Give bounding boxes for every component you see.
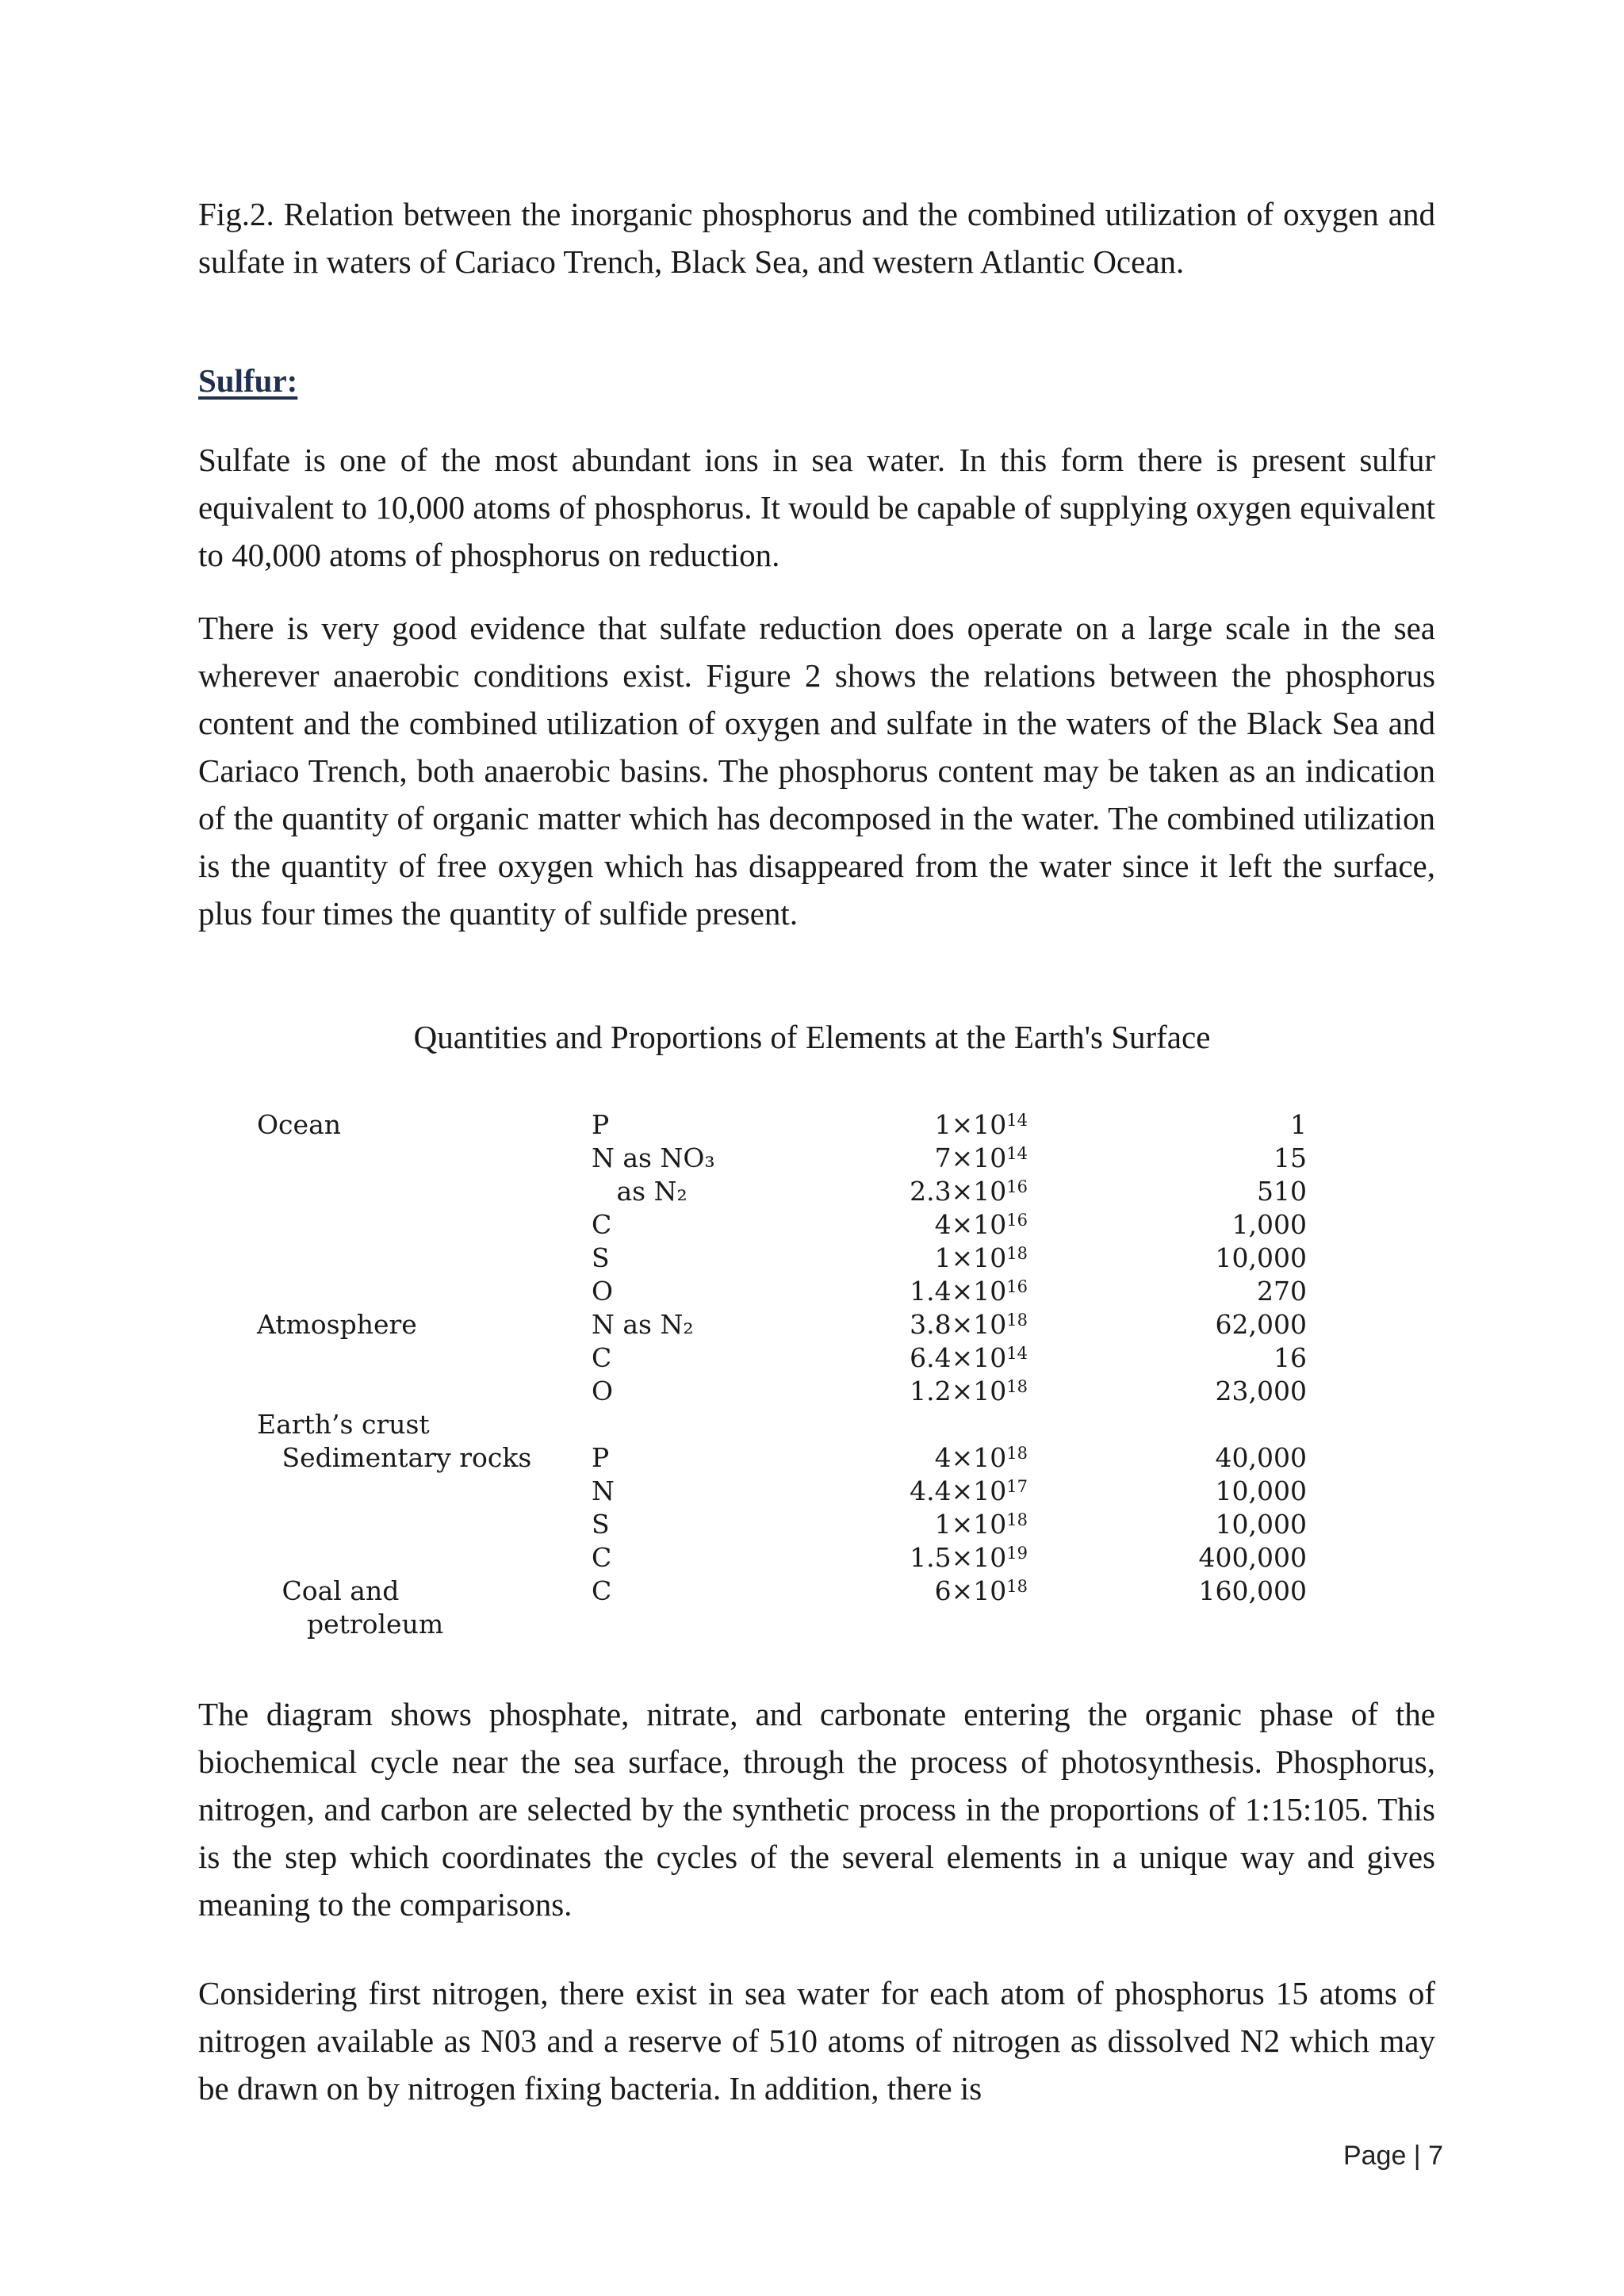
quantity-mantissa: 2.3×10 [910, 1176, 1007, 1207]
quantity-cell [728, 1375, 1028, 1411]
element-cell: C [592, 1209, 612, 1240]
quantity-exponent: 18 [1006, 1311, 1028, 1330]
ratio-cell: 10,000 [1215, 1475, 1307, 1506]
quantity-exponent: 16 [1006, 1211, 1028, 1230]
paragraph-nitrogen: Considering first nitrogen, there exist in sea water for each atom of phosphorus 15 atoms of nitrogen available as N03 and a reserve of 510 atoms of nitrogen as dissolved N2 which may be drawn on by nitrogen fixing bacteria. In addition, there is [198, 1975, 1435, 2107]
quantity-cell [728, 1508, 1028, 1544]
quantity-exponent: 19 [1006, 1544, 1028, 1563]
element-cell: O [592, 1276, 614, 1307]
ratio-cell: 23,000 [1215, 1376, 1307, 1406]
quantity-cell [728, 1242, 1028, 1278]
quantity-mantissa: 4×10 [934, 1442, 1007, 1473]
element-cell: as N₂ [592, 1176, 688, 1207]
element-cell: O [592, 1376, 614, 1406]
quantity-mantissa: 1×10 [934, 1242, 1007, 1273]
quantity-exponent: 18 [1006, 1510, 1028, 1529]
element-cell: C [592, 1542, 612, 1573]
quantity-exponent: 14 [1006, 1111, 1028, 1130]
category-cell: petroleum [257, 1609, 444, 1640]
elements-table [252, 1108, 1307, 1641]
quantity-cell [728, 1441, 1028, 1478]
ratio-cell: 160,000 [1198, 1575, 1307, 1606]
element-cell: S [592, 1242, 610, 1273]
section-heading: Sulfur: [198, 362, 298, 399]
ratio-cell: 10,000 [1215, 1242, 1307, 1273]
ratio-cell: 16 [1274, 1342, 1307, 1373]
ratio-cell: 1 [1290, 1109, 1307, 1140]
quantity-cell [728, 1308, 1028, 1345]
ratio-cell: 1,000 [1231, 1209, 1307, 1240]
table-row [252, 1408, 1307, 1441]
element-cell: C [592, 1342, 612, 1373]
quantity-mantissa: 3.8×10 [910, 1309, 1007, 1340]
element-cell: N as N₂ [592, 1309, 694, 1340]
table-row [252, 1608, 1307, 1641]
category-cell: Atmosphere [257, 1309, 417, 1340]
quantity-cell [728, 1275, 1028, 1311]
element-cell: N [592, 1475, 615, 1506]
table-row [252, 1475, 1307, 1508]
quantity-cell [728, 1208, 1028, 1245]
paragraph-photosynthesis: The diagram shows phosphate, nitrate, and carbonate entering the organic phase of the biochemical cycle near the sea surface, through the process of photosynthesis. Phosphorus, nitrogen, and carbon are selected by the synthetic process in the proportions of 1:15:105. This is the step which coordinates the cycles of the several elements in a unique way and gives meaning to the comparisons. [198, 1696, 1435, 1923]
ratio-cell: 10,000 [1215, 1509, 1307, 1540]
quantity-mantissa: 1.4×10 [910, 1276, 1007, 1307]
table-row [252, 1541, 1307, 1575]
quantity-exponent: 18 [1006, 1377, 1028, 1396]
quantity-exponent: 14 [1006, 1144, 1028, 1163]
quantity-exponent: 18 [1006, 1577, 1028, 1596]
category-cell: Coal and [257, 1575, 400, 1606]
element-cell: C [592, 1575, 612, 1606]
quantity-mantissa: 1×10 [934, 1509, 1007, 1540]
table-row [252, 1242, 1307, 1275]
quantity-cell [728, 1142, 1028, 1178]
ratio-cell: 400,000 [1198, 1542, 1307, 1573]
quantity-mantissa: 6×10 [934, 1575, 1007, 1606]
page-number: Page | 7 [1342, 2141, 1443, 2171]
quantity-cell [728, 1475, 1028, 1511]
element-cell: P [592, 1442, 610, 1473]
figure-caption: Fig.2. Relation between the inorganic phosphorus and the combined utilization of oxygen and sulfate in waters of Cariaco Trench, Black Sea, and western Atlantic Ocean. [198, 196, 1435, 280]
table-row [252, 1308, 1307, 1341]
table-row [252, 1208, 1307, 1242]
category-cell: Sedimentary rocks [257, 1442, 532, 1473]
ratio-cell: 270 [1257, 1276, 1307, 1307]
quantity-exponent: 16 [1006, 1177, 1028, 1196]
quantity-mantissa: 4.4×10 [910, 1475, 1007, 1506]
paragraph-sulfate-abundance: Sulfate is one of the most abundant ions in sea water. In this form there is present sulfur equivalent to 10,000 atoms of phosphorus. It would be capable of supplying oxygen equivalent to 40,000 atoms of phosphorus on reduction. [198, 442, 1435, 573]
element-cell: S [592, 1509, 610, 1540]
quantity-cell [728, 1108, 1028, 1145]
quantity-mantissa: 1.5×10 [910, 1542, 1007, 1573]
ratio-cell: 62,000 [1215, 1309, 1307, 1340]
quantity-mantissa: 6.4×10 [910, 1342, 1007, 1373]
quantity-mantissa: 7×10 [934, 1142, 1007, 1173]
quantity-exponent: 18 [1006, 1244, 1028, 1263]
paragraph-sulfate-reduction: There is very good evidence that sulfate reduction does operate on a large scale in the sea wherever anaerobic conditions exist. Figure 2 shows the relations between the phosphorus content and the combined utilization of oxygen and sulfate in the waters of the Black Sea and Cariaco Trench, both anaerobic basins. The phosphorus content may be taken as an indication of the quantity of organic matter which has decomposed in the water. The combined utilization is the quantity of free oxygen which has disappeared from the water since it left the surface, plus four times the quantity of sulfide present. [198, 610, 1435, 932]
element-cell: N as NO₃ [592, 1142, 715, 1173]
quantity-exponent: 17 [1006, 1477, 1028, 1496]
quantity-mantissa: 1.2×10 [910, 1376, 1007, 1406]
quantity-exponent: 14 [1006, 1344, 1028, 1363]
ratio-cell: 40,000 [1215, 1442, 1307, 1473]
element-cell: P [592, 1109, 610, 1140]
quantity-mantissa: 4×10 [934, 1209, 1007, 1240]
table-title: Quantities and Proportions of Elements at the Earth's Surface [413, 1019, 1211, 1055]
quantity-cell [728, 1541, 1028, 1578]
table-row [252, 1575, 1307, 1608]
category-cell: Earth’s crust [257, 1409, 430, 1440]
table-row [252, 1341, 1307, 1375]
table-row [252, 1441, 1307, 1475]
quantity-cell [728, 1341, 1028, 1378]
quantity-exponent: 18 [1006, 1444, 1028, 1463]
quantity-mantissa: 1×10 [934, 1109, 1007, 1140]
table-row [252, 1175, 1307, 1208]
table-row [252, 1142, 1307, 1175]
table-row [252, 1275, 1307, 1308]
table-row [252, 1108, 1307, 1142]
quantity-cell [728, 1575, 1028, 1611]
table-row [252, 1508, 1307, 1541]
table-row [252, 1375, 1307, 1408]
quantity-exponent: 16 [1006, 1277, 1028, 1296]
category-cell: Ocean [257, 1109, 341, 1140]
ratio-cell: 15 [1274, 1142, 1307, 1173]
ratio-cell: 510 [1257, 1176, 1307, 1207]
quantity-cell [728, 1175, 1028, 1211]
